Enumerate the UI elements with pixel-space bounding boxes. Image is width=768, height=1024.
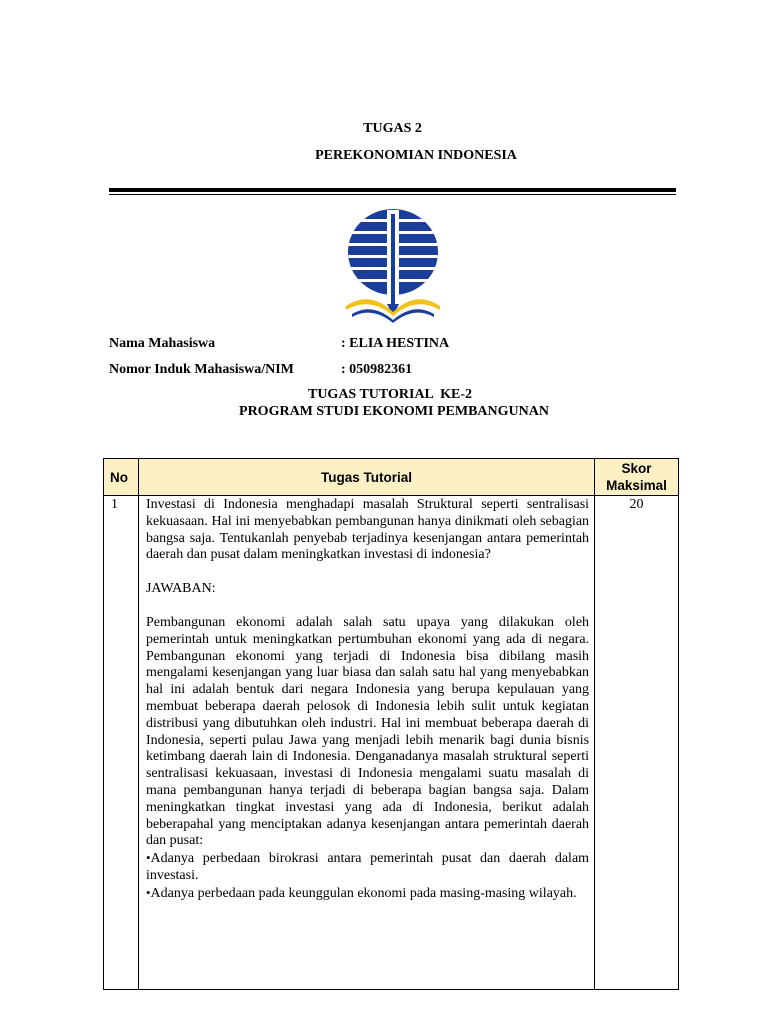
list-item — [146, 885, 589, 903]
row-number: 1 — [104, 496, 139, 990]
document-title: TUGAS 2 — [363, 121, 422, 136]
student-nim-value: : 050982361 — [341, 362, 413, 377]
header-rule-thick — [109, 188, 676, 192]
answer-text: Pembangunan ekonomi adalah salah satu upaya yang dilakukan oleh pemerintah untuk meningkatkan pertumbuhan ekonomi yang ada di negara. Pembangunan ekonomi yang terjadi di Indonesia bisa dibilang masih mengalami kesenjangan yang luar biasa dan salah satu hal yang menyebabkan hal ini adalah bentuk dari negara Indonesia yang berupa kepulauan yang membuat beberapa daerah pelosok di Indonesia lebih sulit untuk kegiatan distribusi yang dibutuhkan oleh industri. Hal ini membuat beberapa daerah di Indonesia, seperti pulau Jawa yang menjadi lebih menarik bagi dunia bisnis ketimbang daerah lain di Indonesia. Denganadanya masalah struktural seperti sentralisasi kekuasaan, investasi di Indonesia mengalami suatu masalah di mana pembangunan hanya terjadi di beberapa bagian bangsa saja. Dalam meningkatkan tingkat investasi yang ada di Indonesia, berikut adalah beberapahal yang menciptakan adanya kesenjangan antara pemerintah daerah dan pusat: — [145, 614, 590, 849]
table-row — [104, 496, 679, 990]
score-cell: 20 — [595, 496, 679, 990]
bullet-text: Adanya perbedaan pada keunggulan ekonomi pada masing-masing wilayah. — [150, 885, 577, 901]
program-heading: PROGRAM STUDI EKONOMI PEMBANGUNAN — [239, 404, 549, 419]
list-item — [146, 850, 589, 885]
header-score — [595, 459, 679, 496]
tutorial-heading: TUGAS TUTORIAL KE-2 — [307, 387, 473, 402]
task-table — [103, 458, 679, 990]
student-nim-row — [109, 362, 609, 382]
header-score-line2: Maksimal — [606, 478, 667, 493]
header-score-line1: Skor — [621, 461, 652, 476]
bullet-icon: • — [145, 850, 151, 866]
student-name-value: : ELIA HESTINA — [341, 336, 450, 351]
student-name-row — [109, 336, 609, 356]
bullet-icon: • — [145, 884, 151, 900]
header-task: Tugas Tutorial — [138, 459, 594, 496]
university-emblem-icon — [342, 206, 444, 328]
student-name-label: Nama Mahasiswa — [109, 336, 216, 351]
student-nim-label: Nomor Induk Mahasiswa/NIM — [109, 362, 294, 377]
course-title: PEREKONOMIAN INDONESIA — [315, 148, 517, 163]
table-header-row — [104, 459, 679, 496]
header-no: No — [104, 459, 139, 496]
answer-label: JAWABAN: — [145, 581, 216, 597]
task-cell — [138, 496, 594, 990]
bullet-text: Adanya perbedaan birokrasi antara pemerintah pusat dan daerah dalam investasi. — [145, 851, 590, 883]
question-text: Investasi di Indonesia menghadapi masalah Struktural seperti sentralisasi kekuasaan. Hal ini menyebabkan pembangunan hanya dinikmati oleh sebagian bangsa saja. Tentukanlah penyebab terjadinya kesenjangan antara pemerintah daerah dan pusat dalam meningkatkan investasi di indonesia? — [145, 497, 590, 563]
header-rule-thin — [109, 194, 676, 195]
